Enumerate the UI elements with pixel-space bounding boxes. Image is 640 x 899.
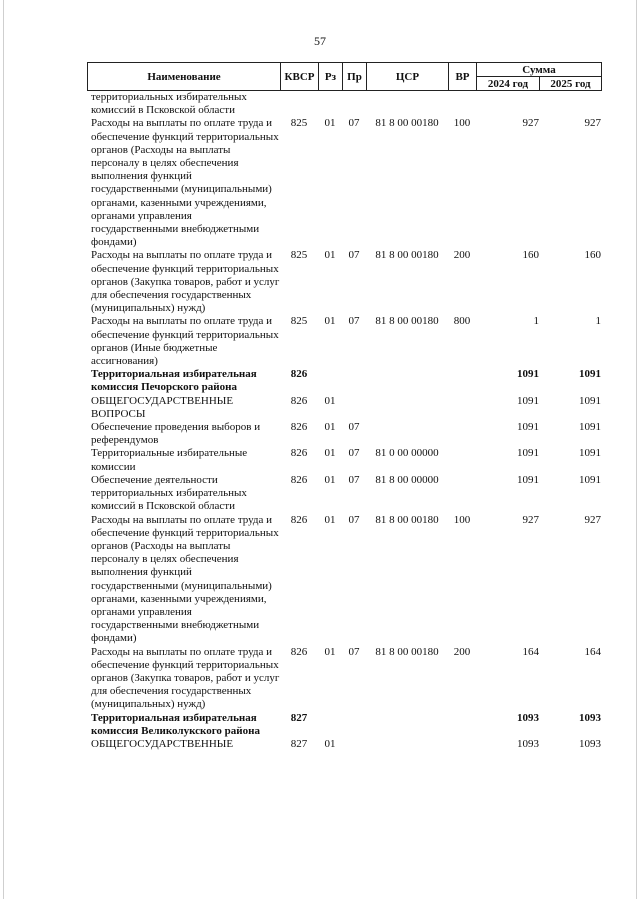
cell-vr (448, 421, 476, 447)
table-row (87, 249, 601, 315)
cell-2024 (476, 91, 539, 117)
cell-csr: 81 8 00 00180 (375, 645, 439, 658)
cell-kvsr: 826 (290, 421, 308, 434)
cell-2024: 927 (522, 117, 539, 130)
cell-kvsr: 827 (290, 711, 308, 724)
cell-2025: 1 (595, 315, 601, 328)
cell-kvsr: 826 (290, 645, 308, 658)
table-row (87, 368, 601, 394)
cell-pr (342, 395, 366, 421)
cell-rz: 01 (324, 737, 336, 750)
cell-vr: 200 (453, 645, 471, 658)
cell-vr (448, 712, 476, 738)
cell-kvsr: 825 (290, 117, 308, 130)
cell-2025: 160 (584, 249, 601, 262)
cell-pr: 07 (348, 315, 360, 328)
cell-2024: 164 (522, 645, 539, 658)
cell-csr (366, 712, 448, 738)
cell-2024: 927 (522, 513, 539, 526)
cell-name: ОБЩЕГОСУДАРСТВЕННЫЕ ВОПРОСЫ (91, 394, 234, 420)
cell-csr (366, 368, 448, 394)
cell-vr (448, 474, 476, 514)
cell-name: территориальных избирательных комиссий в Псковской области (91, 91, 247, 117)
cell-2025: 1091 (579, 447, 601, 460)
cell-pr: 07 (348, 645, 360, 658)
cell-2024: 1091 (517, 447, 539, 460)
cell-2025: 1093 (579, 737, 601, 750)
cell-vr (448, 395, 476, 421)
cell-name: Обеспечение проведения выборов и референдумов (91, 421, 261, 447)
table-row (87, 91, 601, 117)
cell-rz: 01 (324, 394, 336, 407)
cell-kvsr: 826 (290, 473, 308, 486)
cell-2025: 1091 (579, 473, 601, 486)
table-body (87, 91, 601, 751)
table-row (87, 738, 601, 751)
cell-csr: 81 8 00 00000 (375, 473, 439, 486)
table-row (87, 447, 601, 473)
cell-kvsr: 825 (290, 249, 308, 262)
cell-csr (366, 421, 448, 447)
cell-rz (318, 712, 342, 738)
cell-name: Территориальная избирательная комиссия Печорского района (91, 368, 257, 394)
cell-kvsr: 826 (290, 513, 308, 526)
cell-vr: 200 (453, 249, 471, 262)
cell-kvsr (280, 91, 318, 117)
cell-kvsr: 827 (290, 737, 308, 750)
cell-2024: 1091 (517, 421, 539, 434)
cell-name: Территориальная избирательная комиссия Великолукского района (91, 711, 260, 737)
cell-vr (448, 368, 476, 394)
header-pr: Пр (343, 63, 367, 91)
cell-2025 (539, 91, 601, 117)
cell-csr: 81 8 00 00180 (375, 513, 439, 526)
cell-name: Территориальные избирательные комиссии (91, 447, 248, 473)
header-year-2025: 2025 год (540, 77, 602, 91)
cell-name: Обеспечение деятельности территориальных избирательных комиссий в Псковской области (91, 473, 247, 513)
cell-pr: 07 (348, 421, 360, 434)
cell-pr: 07 (348, 117, 360, 130)
table-header (87, 62, 602, 91)
budget-table (87, 91, 601, 751)
cell-2024: 1 (533, 315, 539, 328)
table-row (87, 514, 601, 646)
cell-2025: 1091 (579, 394, 601, 407)
cell-vr (448, 91, 476, 117)
cell-rz: 01 (324, 249, 336, 262)
cell-csr: 81 8 00 00180 (375, 315, 439, 328)
cell-2024: 1093 (517, 711, 539, 724)
cell-2024: 1093 (517, 737, 539, 750)
table-row (87, 646, 601, 712)
cell-vr: 800 (453, 315, 471, 328)
header-csr: ЦСР (367, 63, 449, 91)
cell-csr (366, 395, 448, 421)
cell-pr (342, 738, 366, 751)
cell-kvsr: 825 (290, 315, 308, 328)
header-sum: Сумма (477, 63, 602, 77)
cell-pr: 07 (348, 447, 360, 460)
cell-pr: 07 (348, 513, 360, 526)
table-row (87, 474, 601, 514)
cell-rz: 01 (324, 315, 336, 328)
cell-csr: 81 8 00 00180 (375, 249, 439, 262)
cell-name: Расходы на выплаты по оплате труда и обеспечение функций территориальных органов (Иные бюджетные ассигнования) (91, 315, 279, 368)
cell-kvsr: 826 (290, 394, 308, 407)
cell-name: Расходы на выплаты по оплате труда и обеспечение функций территориальных органов (Расходы на выплаты персоналу в целях обеспечения выполнения функций государственными (муниципальными) органами, казенными учреждениями, органами управления государственными внебюджетными фондами) (91, 117, 279, 249)
cell-rz: 01 (324, 473, 336, 486)
cell-vr: 100 (453, 513, 471, 526)
header-year-2024: 2024 год (477, 77, 540, 91)
cell-kvsr: 826 (290, 447, 308, 460)
cell-pr (342, 712, 366, 738)
cell-vr (448, 447, 476, 473)
cell-csr: 81 0 00 00000 (375, 447, 439, 460)
scan-edge-left (3, 0, 4, 899)
table-row (87, 117, 601, 249)
cell-rz: 01 (324, 645, 336, 658)
cell-pr (342, 368, 366, 394)
cell-name: Расходы на выплаты по оплате труда и обеспечение функций территориальных органов (Расходы на выплаты персоналу в целях обеспечения выполнения функций государственными (муниципальными) органами, казенными учреждениями, органами управления государственными внебюджетными фондами) (91, 513, 279, 645)
cell-csr (366, 91, 448, 117)
cell-rz: 01 (324, 513, 336, 526)
cell-csr: 81 8 00 00180 (375, 117, 439, 130)
cell-vr (448, 738, 476, 751)
cell-name: Расходы на выплаты по оплате труда и обеспечение функций территориальных органов (Закупка товаров, работ и услуг для обеспечения государственных (муниципальных) нужд) (91, 645, 280, 711)
cell-2024: 1091 (517, 394, 539, 407)
table-row (87, 395, 601, 421)
cell-2024: 1091 (517, 473, 539, 486)
cell-2025: 1091 (579, 368, 601, 381)
table-row (87, 315, 601, 368)
table-row (87, 712, 601, 738)
cell-vr: 100 (453, 117, 471, 130)
cell-2025: 927 (584, 513, 601, 526)
cell-2025: 1093 (579, 711, 601, 724)
cell-pr: 07 (348, 249, 360, 262)
cell-name: Расходы на выплаты по оплате труда и обеспечение функций территориальных органов (Закупка товаров, работ и услуг для обеспечения государственных (муниципальных) нужд) (91, 249, 280, 315)
scan-edge-right (636, 0, 637, 899)
cell-2025: 927 (584, 117, 601, 130)
cell-rz (318, 91, 342, 117)
header-vr: ВР (449, 63, 477, 91)
page-number: 57 (314, 34, 326, 48)
header-name: Наименование (88, 63, 281, 91)
cell-2024: 1091 (517, 368, 539, 381)
cell-2025: 164 (584, 645, 601, 658)
cell-rz (318, 368, 342, 394)
cell-kvsr: 826 (290, 368, 308, 381)
cell-csr (366, 738, 448, 751)
cell-rz: 01 (324, 421, 336, 434)
cell-rz: 01 (324, 117, 336, 130)
header-rz: Рз (319, 63, 343, 91)
cell-rz: 01 (324, 447, 336, 460)
table-row (87, 421, 601, 447)
cell-pr (342, 91, 366, 117)
header-kvsr: КВСР (281, 63, 319, 91)
cell-pr: 07 (348, 473, 360, 486)
cell-2024: 160 (522, 249, 539, 262)
cell-name: ОБЩЕГОСУДАРСТВЕННЫЕ (91, 737, 234, 750)
cell-2025: 1091 (579, 421, 601, 434)
